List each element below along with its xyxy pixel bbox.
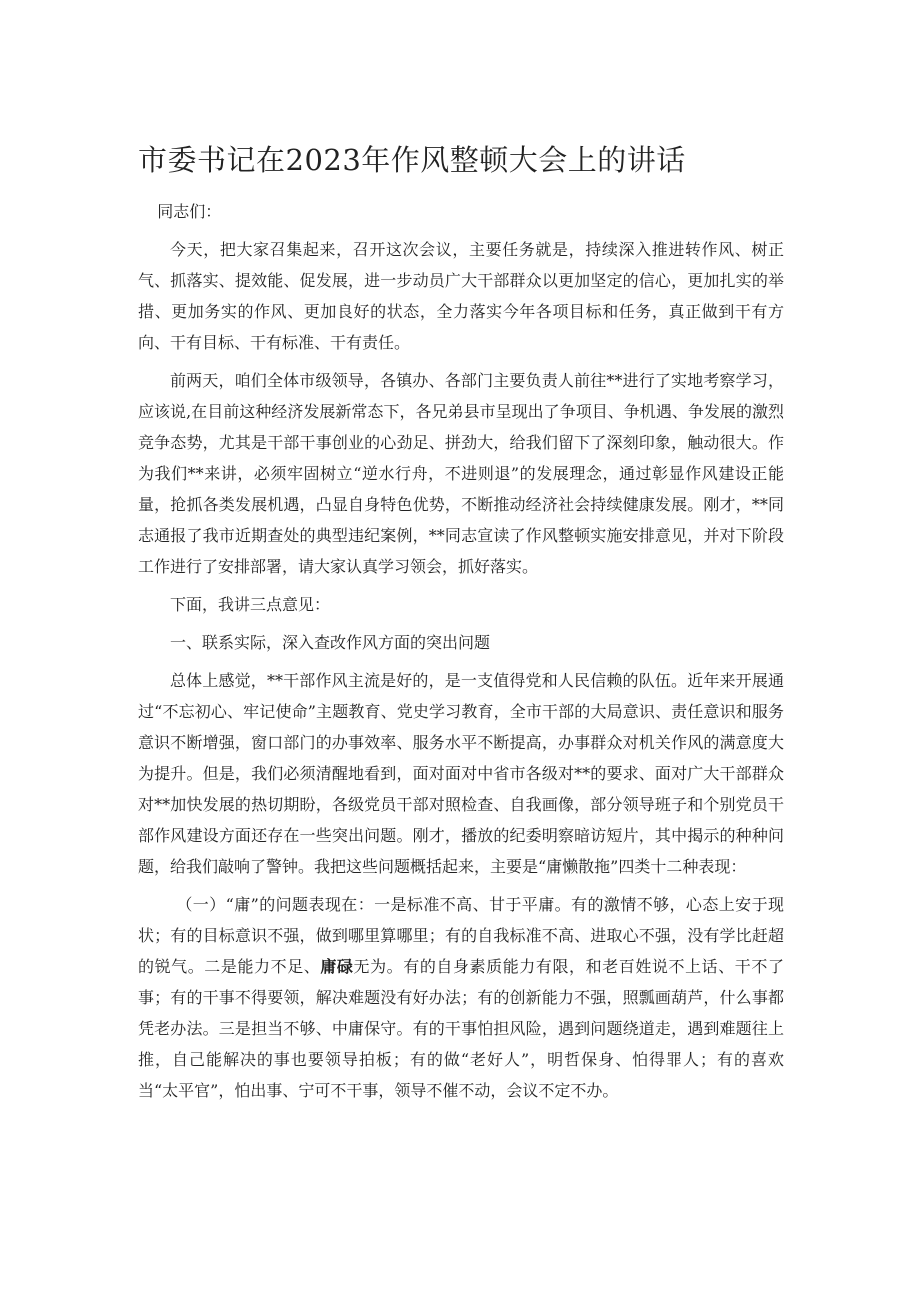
paragraph-intro-points: 下面，我讲三点意见： [170, 595, 331, 614]
document-title: 市委书记在2023年作风整顿大会上的讲话 [138, 143, 686, 177]
emphasized-term: 庸碌 [320, 957, 354, 976]
document-body [138, 196, 784, 1113]
paragraph-inspection: 前两天，咱们全体市级领导，各镇办、各部门主要负责人前往**进行了实地考察学习，应该说,在目前这种经济发展新常态下，各兄弟县市呈现出了争项目、争机遇、争发展的激烈竞争态势，尤其是干部干事创业的心劲足、拼劲大，给我们留下了深刻印象，触动很大。作为我们**来讲，必须牢固树立“逆水行舟，不进则退”的发展理念，通过彰显作风建设正能量，抢抓各类发展机遇，凸显自身特色优势，不断推动经济社会持续健康发展。刚才，**同志通报了我市近期查处的典型违纪案例，**同志宣读了作风整顿实施安排意见，并对下阶段工作进行了安排部署，请大家认真学习领会，抓好落实。 [138, 371, 784, 576]
paragraph-mediocrity [138, 889, 784, 1106]
paragraph-mediocrity-part-b: 无为。有的自身素质能力有限，和老百姓说不上话、干不了事；有的干事不得要领，解决难题没有好办法；有的创新能力不强，照瓢画葫芦，什么事都凭老办法。三是担当不够、中庸保守。有的干事怕担风险，遇到问题绕道走，遇到难题往上推，自己能解决的事也要领导拍板；有的做“老好人”，明哲保身、怕得罪人；有的喜欢当“太平官”，怕出事、宁可不干事，领导不催不动，会议不定不办。 [138, 957, 784, 1100]
paragraph-opening: 今天，把大家召集起来，召开这次会议，主要任务就是，持续深入推进转作风、树正气、抓落实、提效能、促发展，进一步动员广大干部群众以更加坚定的信心，更加扎实的举措、更加务实的作风、更加良好的状态，全力落实今年各项目标和任务，真正做到干有方向、干有目标、干有标准、干有责任。 [138, 240, 784, 352]
paragraph-mediocrity-part-a: （一）“庸”的问题表现在：一是标准不高、甘于平庸。有的激情不够，心态上安于现状；有的目标意识不强，做到哪里算哪里；有的自我标准不高、进取心不强，没有学比赶超的锐气。二是能力不足、 [138, 895, 784, 976]
salutation: 同志们： [157, 202, 222, 221]
paragraph-overview: 总体上感觉，**干部作风主流是好的，是一支值得党和人民信赖的队伍。近年来开展通过“不忘初心、牢记使命”主题教育、党史学习教育，全市干部的大局意识、责任意识和服务意识不断增强，窗口部门的办事效率、服务水平不断提高，办事群众对机关作风的满意度大为提升。但是，我们必须清醒地看到，面对面对中省市各级对**的要求、面对广大干部群众对**加快发展的热切期盼，各级党员干部对照检查、自我画像，部分领导班子和个别党员干部作风建设方面还存在一些突出问题。刚才，播放的纪委明察暗访短片，其中揭示的种种问题，给我们敲响了警钟。我把这些问题概括起来，主要是“庸懒散拖”四类十二种表现： [138, 671, 784, 876]
section-heading-1: 一、联系实际，深入查改作风方面的突出问题 [170, 633, 491, 652]
